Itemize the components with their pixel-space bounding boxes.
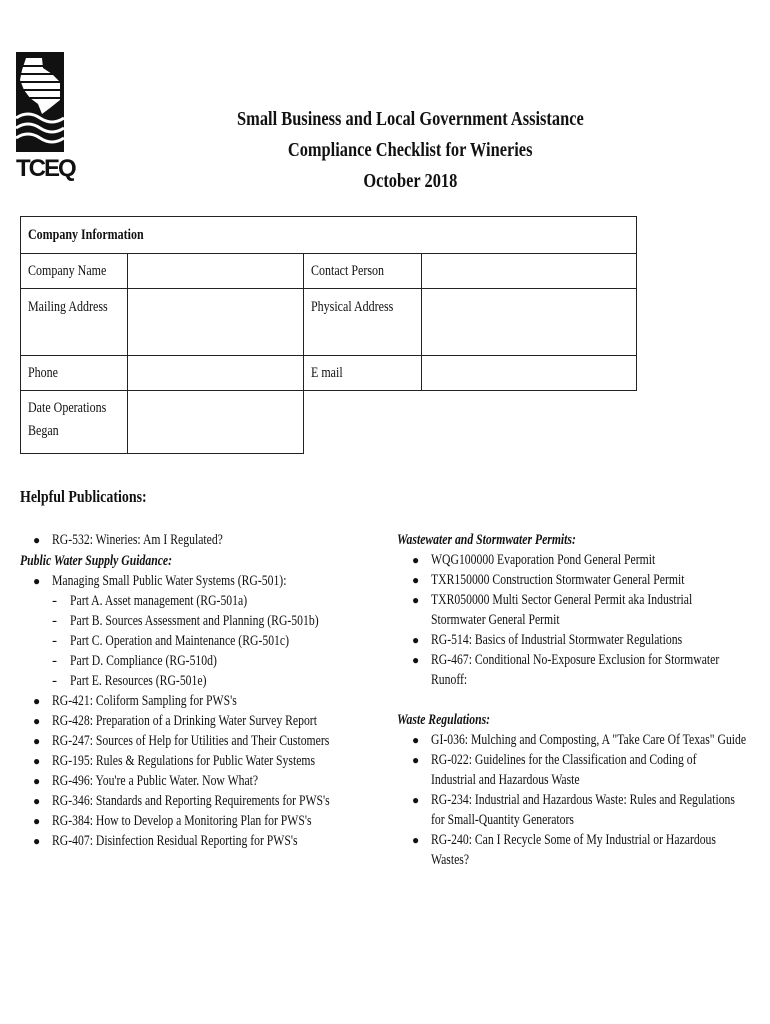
tceq-texas-logo [16, 52, 64, 152]
list-item[interactable]: ● RG-195: Rules & Regulations for Public Water Systems [33, 753, 316, 769]
list-item-continuation: Runoff: [431, 672, 468, 688]
list-item[interactable]: ● RG-240: Can I Recycle Some of My Industrial or Hazardous [412, 832, 716, 848]
logo-text: TCEQ [16, 155, 75, 182]
list-item[interactable]: ● RG-467: Conditional No-Exposure Exclusion for Stormwater [412, 652, 720, 668]
dash-icon: - [52, 673, 57, 689]
company-info-header: Company Information [21, 217, 637, 254]
bullet-icon: ● [33, 794, 41, 808]
list-item[interactable]: ● GI-036: Mulching and Composting, A "Take Care Of Texas" Guide [412, 732, 747, 748]
wastewater-stormwater-heading: Wastewater and Stormwater Permits: [397, 532, 576, 548]
list-item-continuation: Industrial and Hazardous Waste [431, 772, 580, 788]
list-item[interactable]: ● Managing Small Public Water Systems (RG-501): [33, 573, 287, 589]
sub-list-item[interactable]: - Part C. Operation and Maintenance (RG-501c) [52, 633, 289, 649]
bullet-icon: ● [412, 653, 420, 667]
list-item[interactable]: ● RG-421: Coliform Sampling for PWS's [33, 693, 237, 709]
tceq-logo [16, 52, 75, 186]
list-item[interactable]: ● RG-346: Standards and Reporting Requirements for PWS's [33, 793, 330, 809]
sub-list-item[interactable]: - Part D. Compliance (RG-510d) [52, 653, 217, 669]
publications-left-column [20, 530, 380, 851]
dash-icon: - [52, 613, 57, 629]
list-item-continuation: for Small-Quantity Generators [431, 812, 574, 828]
bullet-icon: ● [33, 754, 41, 768]
list-item[interactable]: ● RG-532: Wineries: Am I Regulated? [33, 532, 223, 548]
dash-icon: - [52, 633, 57, 649]
physical-address-label: Physical Address [304, 289, 422, 356]
dash-icon: - [52, 593, 57, 609]
contact-person-label: Contact Person [304, 254, 422, 289]
bullet-icon: ● [412, 753, 420, 767]
bullet-icon: ● [412, 573, 420, 587]
list-item[interactable]: ● TXR050000 Multi Sector General Permit aka Industrial [412, 592, 693, 608]
bullet-icon: ● [33, 814, 41, 828]
bullet-icon: ● [33, 834, 41, 848]
helpful-publications-heading: Helpful Publications: [20, 487, 147, 506]
list-item[interactable]: ● TXR150000 Construction Stormwater General Permit [412, 572, 685, 588]
title-line-2: Compliance Checklist for Wineries [287, 139, 533, 161]
document-title [160, 104, 660, 197]
email-field[interactable] [422, 356, 637, 391]
list-item[interactable]: ● RG-247: Sources of Help for Utilities and Their Customers [33, 733, 330, 749]
bullet-icon: ● [33, 694, 41, 708]
bullet-icon: ● [33, 734, 41, 748]
bullet-icon: ● [412, 553, 420, 567]
list-item[interactable]: ● RG-514: Basics of Industrial Stormwater Regulations [412, 632, 683, 648]
waste-regulations-heading: Waste Regulations: [397, 712, 491, 728]
title-line-1: Small Business and Local Government Assistance [236, 108, 584, 130]
list-item[interactable]: ● WQG100000 Evaporation Pond General Permit [412, 552, 656, 568]
sub-list-item[interactable]: - Part B. Sources Assessment and Planning (RG-501b) [52, 613, 319, 629]
title-line-3: October 2018 [363, 170, 457, 192]
bullet-icon: ● [412, 593, 420, 607]
bullet-icon: ● [33, 714, 41, 728]
list-item[interactable]: ● RG-496: You're a Public Water. Now What? [33, 773, 259, 789]
list-item[interactable]: ● RG-022: Guidelines for the Classification and Coding of [412, 752, 697, 768]
company-info-table [20, 216, 637, 454]
bullet-icon: ● [412, 833, 420, 847]
pws-guidance-heading: Public Water Supply Guidance: [20, 553, 173, 569]
sub-list-item[interactable]: - Part A. Asset management (RG-501a) [52, 593, 248, 609]
dash-icon: - [52, 653, 57, 669]
email-label: E mail [304, 356, 422, 391]
publications-right-column [397, 530, 757, 870]
bullet-icon: ● [33, 533, 41, 547]
list-item-continuation: Wastes? [431, 852, 470, 868]
list-item[interactable]: ● RG-407: Disinfection Residual Reporting for PWS's [33, 833, 298, 849]
bullet-icon: ● [412, 633, 420, 647]
phone-label: Phone [21, 356, 128, 391]
physical-address-field[interactable] [422, 289, 637, 356]
contact-person-field[interactable] [422, 254, 637, 289]
mailing-address-label: Mailing Address [21, 289, 128, 356]
list-item-continuation: Stormwater General Permit [431, 612, 560, 628]
company-name-field[interactable] [128, 254, 304, 289]
list-item[interactable]: ● RG-384: How to Develop a Monitoring Plan for PWS's [33, 813, 312, 829]
bullet-icon: ● [412, 793, 420, 807]
list-item[interactable]: ● RG-234: Industrial and Hazardous Waste: Rules and Regulations [412, 792, 735, 808]
date-operations-label: Date Operations Began [21, 391, 128, 454]
bullet-icon: ● [33, 574, 41, 588]
blank-area [304, 391, 637, 454]
date-operations-field[interactable] [128, 391, 304, 454]
bullet-icon: ● [412, 733, 420, 747]
list-item[interactable]: ● RG-428: Preparation of a Drinking Water Survey Report [33, 713, 317, 729]
company-name-label: Company Name [21, 254, 128, 289]
bullet-icon: ● [33, 774, 41, 788]
phone-field[interactable] [128, 356, 304, 391]
sub-list-item[interactable]: - Part E. Resources (RG-501e) [52, 673, 207, 689]
mailing-address-field[interactable] [128, 289, 304, 356]
